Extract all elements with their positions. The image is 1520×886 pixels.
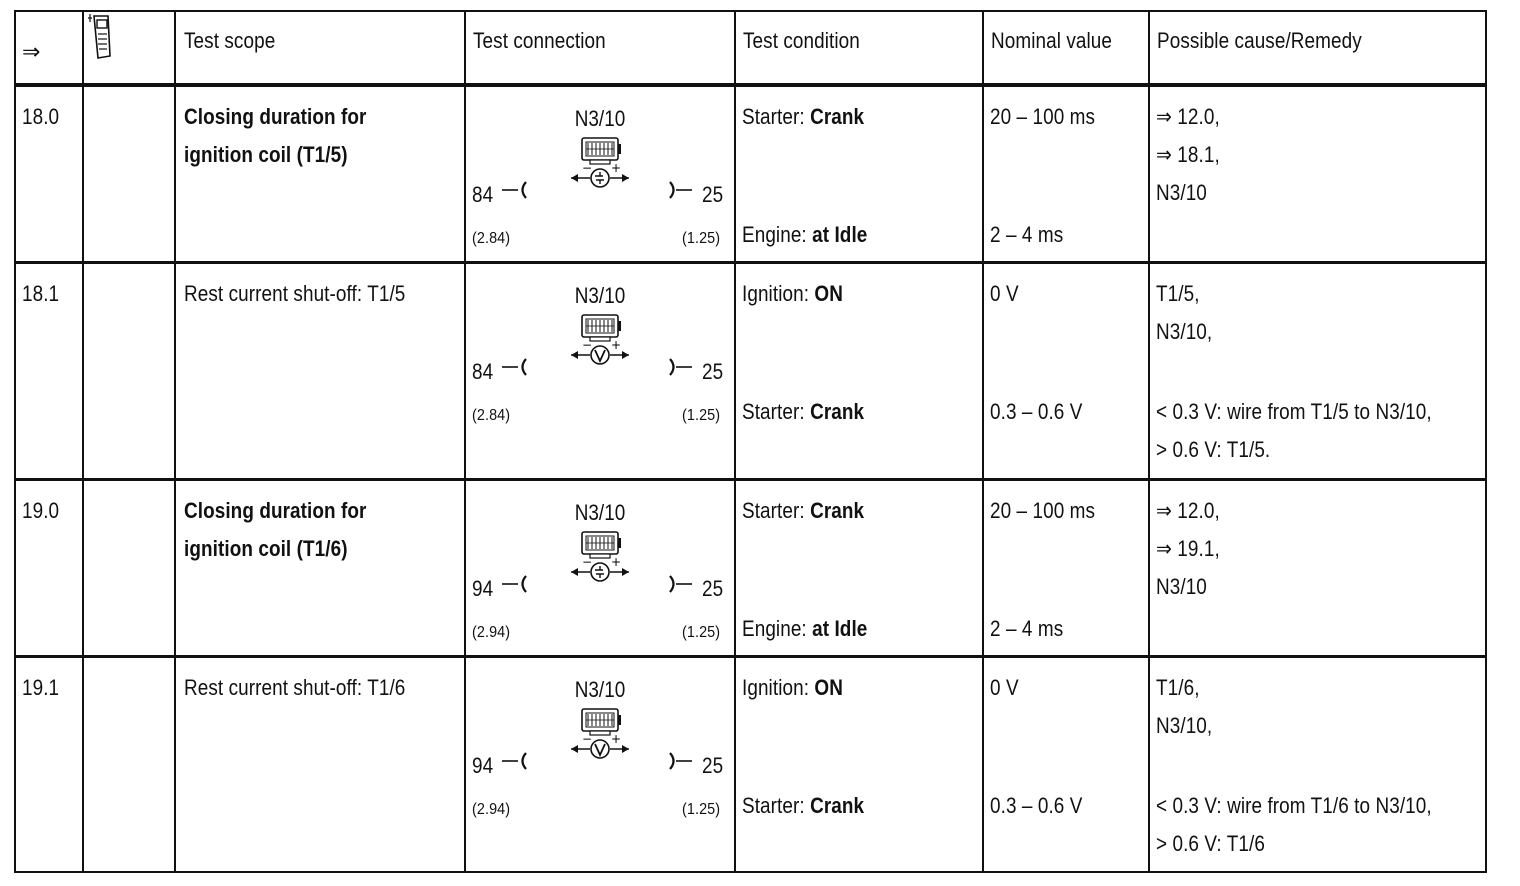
remedy-line: ⇒ 12.0, <box>1156 104 1220 129</box>
dwell-meter-symbol <box>557 530 637 590</box>
remedy-line: > 0.6 V: T1/5. <box>1156 437 1271 462</box>
test-condition-2 <box>742 616 867 642</box>
test-condition-1 <box>742 498 864 524</box>
header-possible-cause: Possible cause/Remedy <box>1157 28 1362 53</box>
probe-right-icon <box>666 355 696 379</box>
test-condition-1 <box>742 104 864 130</box>
pin-right: 25 <box>702 576 724 601</box>
condition-label: Engine: <box>742 616 807 641</box>
remedy-line: ⇒ 18.1, <box>1156 142 1220 167</box>
svg-text:−: − <box>582 732 593 746</box>
nominal-value-2: 0.3 – 0.6 V <box>990 399 1083 424</box>
svg-text:−: − <box>582 161 593 175</box>
volt-icon <box>571 732 629 758</box>
svg-text:+: + <box>611 161 622 175</box>
step-number: 18.0 <box>22 104 60 129</box>
condition-value: Crank <box>810 498 865 523</box>
remedy-line: ⇒ 12.0, <box>1156 498 1220 523</box>
condition-label: Engine: <box>742 222 807 247</box>
test-scope-line: Rest current shut-off: T1/5 <box>184 281 406 306</box>
pin-left: 84 <box>472 359 494 384</box>
pin-right-sub: (1.25) <box>682 230 721 247</box>
volt-icon <box>571 338 629 364</box>
pin-left: 94 <box>472 753 494 778</box>
test-condition-2 <box>742 222 867 248</box>
pin-left-sub: (2.84) <box>472 230 511 247</box>
condition-value: ON <box>814 281 843 306</box>
column-separator <box>464 10 466 873</box>
probe-left-icon <box>500 178 530 202</box>
step-number: 19.1 <box>22 675 60 700</box>
voltmeter-symbol <box>557 707 637 767</box>
remedy-line: N3/10, <box>1156 713 1213 738</box>
voltmeter-symbol <box>557 313 637 373</box>
dwell-icon <box>571 161 629 187</box>
nominal-value-2: 2 – 4 ms <box>990 222 1064 247</box>
dwell-meter-symbol <box>557 136 637 196</box>
pin-left-sub: (2.94) <box>472 801 511 818</box>
header-nominal-value: Nominal value <box>991 28 1113 53</box>
column-separator <box>734 10 736 873</box>
step-number: 19.0 <box>22 498 60 523</box>
probe-right-icon <box>666 572 696 596</box>
column-separator <box>174 10 176 873</box>
condition-label: Starter: <box>742 498 805 523</box>
remedy-line: > 0.6 V: T1/6 <box>1156 831 1265 856</box>
ecu-label: N3/10 <box>574 500 626 525</box>
column-separator <box>1148 10 1150 873</box>
test-scope-line: Closing duration for <box>184 104 367 129</box>
pin-left: 94 <box>472 576 494 601</box>
condition-value: at Idle <box>812 616 868 641</box>
test-condition-2 <box>742 793 864 819</box>
header-separator <box>14 83 1485 87</box>
svg-text:−: − <box>582 338 593 352</box>
row-separator <box>14 261 1485 264</box>
pin-right-sub: (1.25) <box>682 407 721 424</box>
probe-right-icon <box>666 178 696 202</box>
pin-left-sub: (2.84) <box>472 407 511 424</box>
remedy-line: T1/5, <box>1156 281 1200 306</box>
test-scope-line: Rest current shut-off: T1/6 <box>184 675 406 700</box>
svg-text:+: + <box>611 338 622 352</box>
header-test-condition: Test condition <box>743 28 860 53</box>
header-test-scope: Test scope <box>184 28 276 53</box>
table-top-border <box>14 10 1485 12</box>
remedy-line: N3/10, <box>1156 319 1213 344</box>
condition-value: Crank <box>810 104 865 129</box>
column-separator <box>14 10 16 873</box>
multimeter-icon <box>88 12 116 60</box>
pin-right-sub: (1.25) <box>682 624 721 641</box>
pin-right-sub: (1.25) <box>682 801 721 818</box>
svg-text:+: + <box>611 555 622 569</box>
header-ref-arrow: ⇒ <box>22 40 41 65</box>
test-condition-1 <box>742 675 843 701</box>
nominal-value-1: 0 V <box>990 281 1019 306</box>
remedy-line: N3/10 <box>1156 180 1207 205</box>
column-separator <box>82 10 84 873</box>
header-test-connection: Test connection <box>473 28 606 53</box>
condition-value: at Idle <box>812 222 868 247</box>
nominal-value-1: 20 – 100 ms <box>990 104 1096 129</box>
test-scope-line: ignition coil (T1/5) <box>184 142 348 167</box>
column-separator <box>1485 10 1487 873</box>
remedy-line: T1/6, <box>1156 675 1200 700</box>
nominal-value-1: 20 – 100 ms <box>990 498 1096 523</box>
test-condition-2 <box>742 399 864 425</box>
condition-value: ON <box>814 675 843 700</box>
probe-left-icon <box>500 572 530 596</box>
ecu-label: N3/10 <box>574 283 626 308</box>
column-separator <box>982 10 984 873</box>
nominal-value-2: 0.3 – 0.6 V <box>990 793 1083 818</box>
nominal-value-1: 0 V <box>990 675 1019 700</box>
test-scope-line: Closing duration for <box>184 498 367 523</box>
ecu-label: N3/10 <box>574 106 626 131</box>
svg-text:−: − <box>582 555 593 569</box>
test-scope-line: ignition coil (T1/6) <box>184 536 348 561</box>
pin-right: 25 <box>702 753 724 778</box>
condition-label: Starter: <box>742 399 805 424</box>
condition-value: Crank <box>810 399 865 424</box>
pin-right: 25 <box>702 182 724 207</box>
condition-label: Starter: <box>742 104 805 129</box>
step-number: 18.1 <box>22 281 60 306</box>
nominal-value-2: 2 – 4 ms <box>990 616 1064 641</box>
row-separator <box>14 478 1485 481</box>
remedy-line: ⇒ 19.1, <box>1156 536 1220 561</box>
remedy-line: < 0.3 V: wire from T1/5 to N3/10, <box>1156 399 1432 424</box>
row-separator <box>14 655 1485 658</box>
test-condition-1 <box>742 281 843 307</box>
svg-text:+: + <box>611 732 622 746</box>
remedy-line: N3/10 <box>1156 574 1207 599</box>
probe-right-icon <box>666 749 696 773</box>
condition-label: Ignition: <box>742 675 810 700</box>
condition-value: Crank <box>810 793 865 818</box>
table-bottom-border <box>14 871 1485 873</box>
dwell-icon <box>571 555 629 581</box>
probe-left-icon <box>500 749 530 773</box>
pin-left: 84 <box>472 182 494 207</box>
ecu-label: N3/10 <box>574 677 626 702</box>
remedy-line: < 0.3 V: wire from T1/6 to N3/10, <box>1156 793 1432 818</box>
condition-label: Ignition: <box>742 281 810 306</box>
pin-left-sub: (2.94) <box>472 624 511 641</box>
probe-left-icon <box>500 355 530 379</box>
pin-right: 25 <box>702 359 724 384</box>
condition-label: Starter: <box>742 793 805 818</box>
